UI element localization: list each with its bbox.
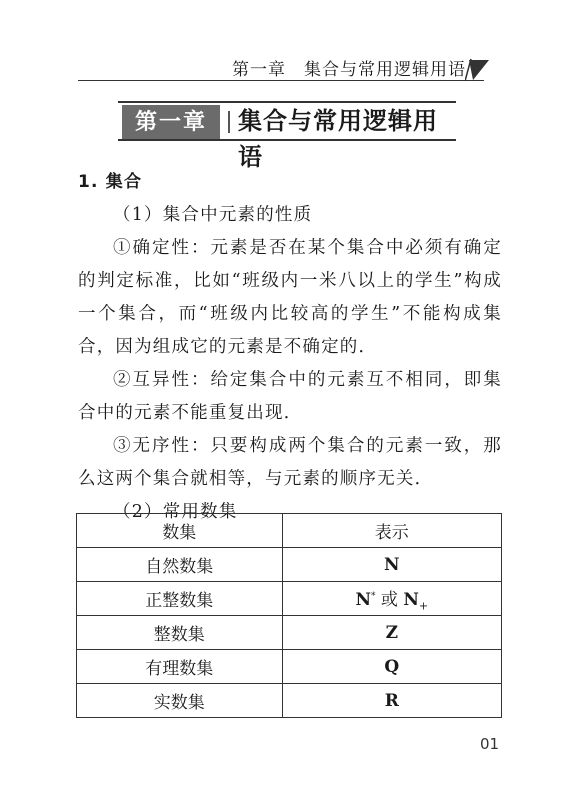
- table-row: [77, 684, 502, 718]
- number-sets-table: [76, 513, 502, 718]
- table-row: [77, 548, 502, 582]
- subsection-heading: （1）集合中元素的性质: [113, 205, 313, 225]
- banner-bottom-rule: [118, 139, 456, 141]
- chapter-tag: 第一章: [122, 105, 220, 139]
- table-cell-name: 有理数集: [77, 650, 283, 684]
- page-number: 01: [480, 735, 500, 753]
- subsection-heading: （2）常用数集: [113, 502, 238, 522]
- symbol-n: N: [355, 589, 372, 610]
- paragraph-distinctness: ②互异性：给定集合中的元素互不相同，即集合中的元素不能重复出现．: [78, 370, 502, 423]
- table-cell-name: 实数集: [77, 684, 283, 718]
- symbol-or: 或: [375, 589, 404, 610]
- table-cell-symbol: [282, 582, 501, 616]
- table-cell-symbol: Z: [282, 616, 501, 650]
- table-cell-name: 整数集: [77, 616, 283, 650]
- table-cell-name: 正整数集: [77, 582, 283, 616]
- main-content: [78, 166, 502, 529]
- table-header-cell: 数集: [77, 514, 283, 548]
- paragraph-determinacy: ①确定性：元素是否在某个集合中必须有确定的判定标准，比如“班级内一米八以上的学生”构成一个集合，而“班级内比较高的学生”不能构成集合，因为组成它的元素是不确定的．: [78, 238, 502, 357]
- chapter-banner: [118, 101, 456, 171]
- banner-top-rule: [118, 101, 456, 103]
- table-cell-symbol: R: [282, 684, 501, 718]
- header-corner-mark-icon: [465, 58, 491, 82]
- table-header-row: [77, 514, 502, 548]
- table-header-cell: 表示: [282, 514, 501, 548]
- table-cell-name: 自然数集: [77, 548, 283, 582]
- symbol-subscript: +: [418, 599, 429, 613]
- chapter-separator: [228, 111, 230, 133]
- table-cell-symbol: Q: [282, 650, 501, 684]
- symbol-n: N: [403, 589, 419, 610]
- table-cell-symbol: N: [282, 548, 501, 582]
- chapter-title: 集合与常用逻辑用语: [238, 106, 438, 171]
- running-header: [78, 52, 484, 81]
- table-row: [77, 582, 502, 616]
- symbol-superscript: *: [371, 591, 376, 602]
- section-heading: 1. 集合: [78, 172, 143, 192]
- table-row: [77, 650, 502, 684]
- table-row: [77, 616, 502, 650]
- running-header-title: 第一章 集合与常用逻辑用语: [232, 60, 466, 80]
- paragraph-unorderedness: ③无序性：只要构成两个集合的元素一致，那么这两个集合就相等，与元素的顺序无关．: [78, 436, 502, 489]
